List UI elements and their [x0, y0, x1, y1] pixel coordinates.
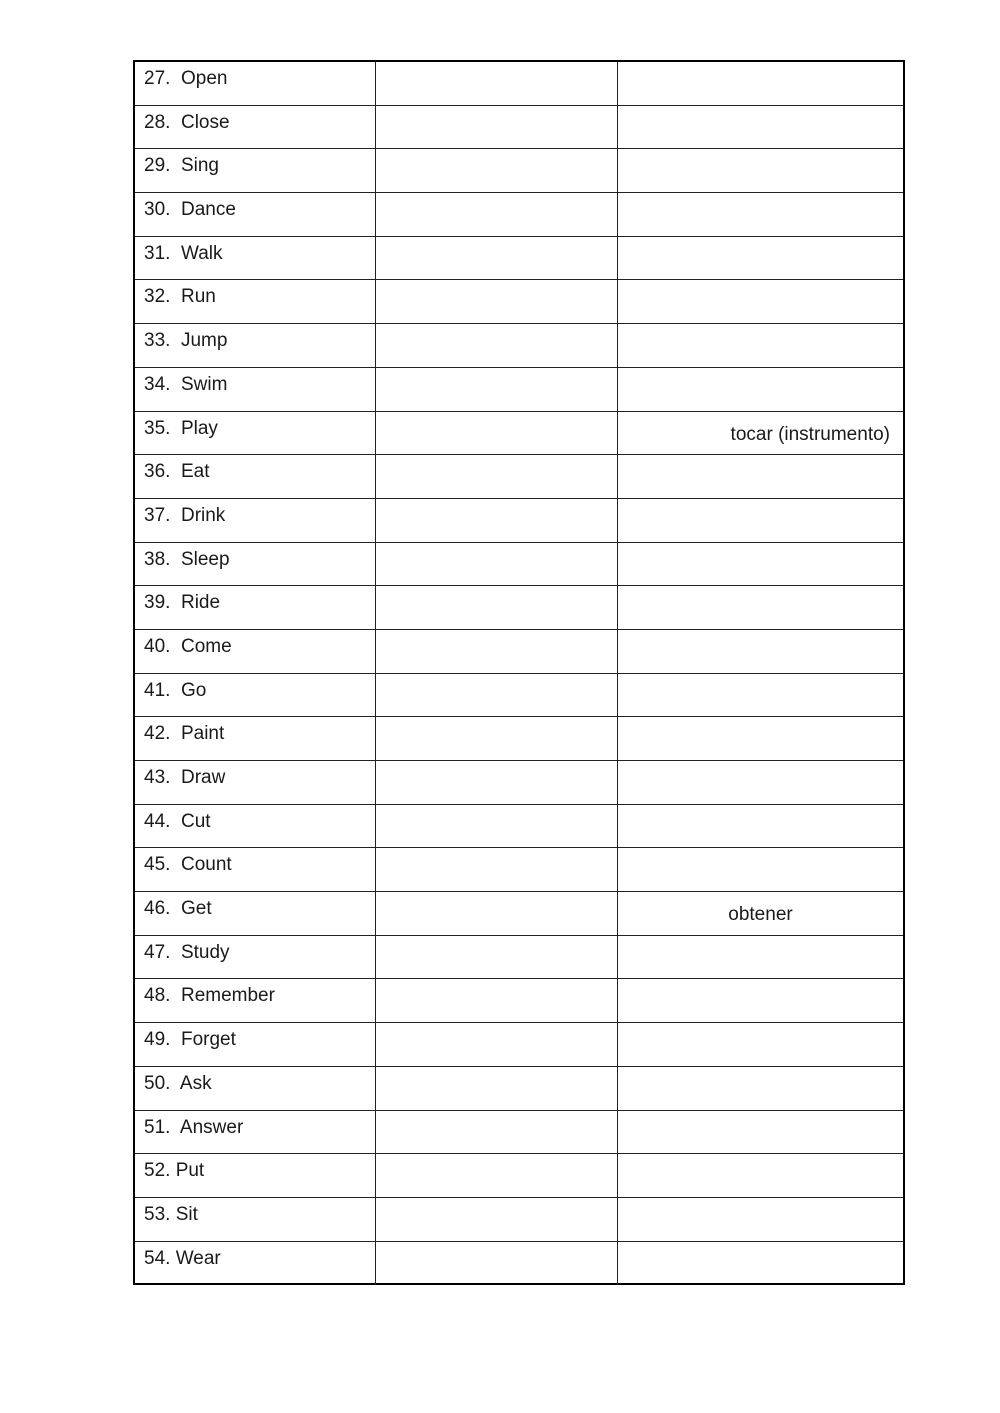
word-cell: 39. Ride [135, 586, 376, 629]
table-row [135, 280, 903, 324]
answer-cell-3[interactable] [618, 499, 903, 542]
answer-cell-2[interactable] [376, 892, 618, 935]
table-row [135, 106, 903, 150]
answer-cell-3[interactable] [618, 761, 903, 804]
word-cell: 50. Ask [135, 1067, 376, 1110]
table-row [135, 892, 903, 936]
word-cell: 36. Eat [135, 455, 376, 498]
word-cell: 35. Play [135, 412, 376, 455]
answer-cell-2[interactable] [376, 717, 618, 760]
answer-cell-3[interactable] [618, 149, 903, 192]
answer-cell-3[interactable] [618, 936, 903, 979]
answer-cell-2[interactable] [376, 805, 618, 848]
answer-cell-2[interactable] [376, 237, 618, 280]
answer-cell-2[interactable] [376, 368, 618, 411]
answer-cell-3[interactable] [618, 412, 903, 455]
word-cell: 38. Sleep [135, 543, 376, 586]
answer-cell-2[interactable] [376, 324, 618, 367]
answer-text: obtener [728, 904, 793, 926]
table-row [135, 848, 903, 892]
answer-cell-3[interactable] [618, 805, 903, 848]
table-row [135, 324, 903, 368]
table-row [135, 499, 903, 543]
answer-cell-3[interactable] [618, 586, 903, 629]
answer-cell-2[interactable] [376, 1154, 618, 1197]
answer-cell-2[interactable] [376, 630, 618, 673]
answer-cell-3[interactable] [618, 1198, 903, 1241]
vocabulary-table [133, 60, 905, 1285]
answer-cell-3[interactable] [618, 1242, 903, 1286]
table-row [135, 543, 903, 587]
answer-cell-3[interactable] [618, 280, 903, 323]
word-cell: 46. Get [135, 892, 376, 935]
answer-cell-2[interactable] [376, 979, 618, 1022]
table-row [135, 368, 903, 412]
table-row [135, 193, 903, 237]
answer-cell-3[interactable] [618, 979, 903, 1022]
answer-cell-2[interactable] [376, 1111, 618, 1154]
word-cell: 44. Cut [135, 805, 376, 848]
answer-cell-2[interactable] [376, 106, 618, 149]
word-cell: 34. Swim [135, 368, 376, 411]
word-cell: 47. Study [135, 936, 376, 979]
answer-cell-2[interactable] [376, 1023, 618, 1066]
answer-cell-3[interactable] [618, 674, 903, 717]
answer-cell-2[interactable] [376, 412, 618, 455]
table-row [135, 1067, 903, 1111]
answer-text: tocar (instrumento) [730, 423, 890, 445]
answer-cell-2[interactable] [376, 193, 618, 236]
answer-cell-2[interactable] [376, 1067, 618, 1110]
table-row [135, 761, 903, 805]
answer-cell-2[interactable] [376, 1242, 618, 1286]
word-cell: 40. Come [135, 630, 376, 673]
word-cell: 45. Count [135, 848, 376, 891]
table-row [135, 1154, 903, 1198]
answer-cell-3[interactable] [618, 237, 903, 280]
answer-cell-3[interactable] [618, 848, 903, 891]
answer-cell-2[interactable] [376, 280, 618, 323]
word-cell: 43. Draw [135, 761, 376, 804]
table-row [135, 1023, 903, 1067]
word-cell: 37. Drink [135, 499, 376, 542]
table-row [135, 1242, 903, 1286]
answer-cell-2[interactable] [376, 1198, 618, 1241]
word-cell: 52. Put [135, 1154, 376, 1197]
answer-cell-2[interactable] [376, 848, 618, 891]
word-cell: 33. Jump [135, 324, 376, 367]
table-row [135, 62, 903, 106]
table-row [135, 630, 903, 674]
table-row [135, 1198, 903, 1242]
answer-cell-3[interactable] [618, 717, 903, 760]
answer-cell-2[interactable] [376, 936, 618, 979]
word-cell: 51. Answer [135, 1111, 376, 1154]
answer-cell-3[interactable] [618, 368, 903, 411]
table-row [135, 149, 903, 193]
answer-cell-2[interactable] [376, 455, 618, 498]
answer-cell-3[interactable] [618, 1154, 903, 1197]
table-row [135, 412, 903, 456]
answer-cell-3[interactable] [618, 62, 903, 105]
answer-cell-3[interactable] [618, 630, 903, 673]
word-cell: 54. Wear [135, 1242, 376, 1286]
word-cell: 27. Open [135, 62, 376, 105]
word-cell: 30. Dance [135, 193, 376, 236]
answer-cell-2[interactable] [376, 586, 618, 629]
word-cell: 41. Go [135, 674, 376, 717]
table-row [135, 237, 903, 281]
answer-cell-3[interactable] [618, 324, 903, 367]
answer-cell-2[interactable] [376, 149, 618, 192]
answer-cell-2[interactable] [376, 761, 618, 804]
answer-cell-3[interactable] [618, 455, 903, 498]
answer-cell-3[interactable] [618, 1023, 903, 1066]
table-row [135, 455, 903, 499]
answer-cell-2[interactable] [376, 543, 618, 586]
word-cell: 42. Paint [135, 717, 376, 760]
table-row [135, 805, 903, 849]
answer-cell-3[interactable] [618, 193, 903, 236]
answer-cell-3[interactable] [618, 892, 903, 935]
table-row [135, 717, 903, 761]
answer-cell-3[interactable] [618, 106, 903, 149]
answer-cell-3[interactable] [618, 1067, 903, 1110]
answer-cell-3[interactable] [618, 543, 903, 586]
word-cell: 31. Walk [135, 237, 376, 280]
answer-cell-2[interactable] [376, 674, 618, 717]
answer-cell-3[interactable] [618, 1111, 903, 1154]
word-cell: 49. Forget [135, 1023, 376, 1066]
table-row [135, 1111, 903, 1155]
table-row [135, 979, 903, 1023]
answer-cell-2[interactable] [376, 62, 618, 105]
table-row [135, 674, 903, 718]
table-row [135, 586, 903, 630]
table-row [135, 936, 903, 980]
word-cell: 32. Run [135, 280, 376, 323]
word-cell: 48. Remember [135, 979, 376, 1022]
word-cell: 29. Sing [135, 149, 376, 192]
word-cell: 53. Sit [135, 1198, 376, 1241]
word-cell: 28. Close [135, 106, 376, 149]
answer-cell-2[interactable] [376, 499, 618, 542]
